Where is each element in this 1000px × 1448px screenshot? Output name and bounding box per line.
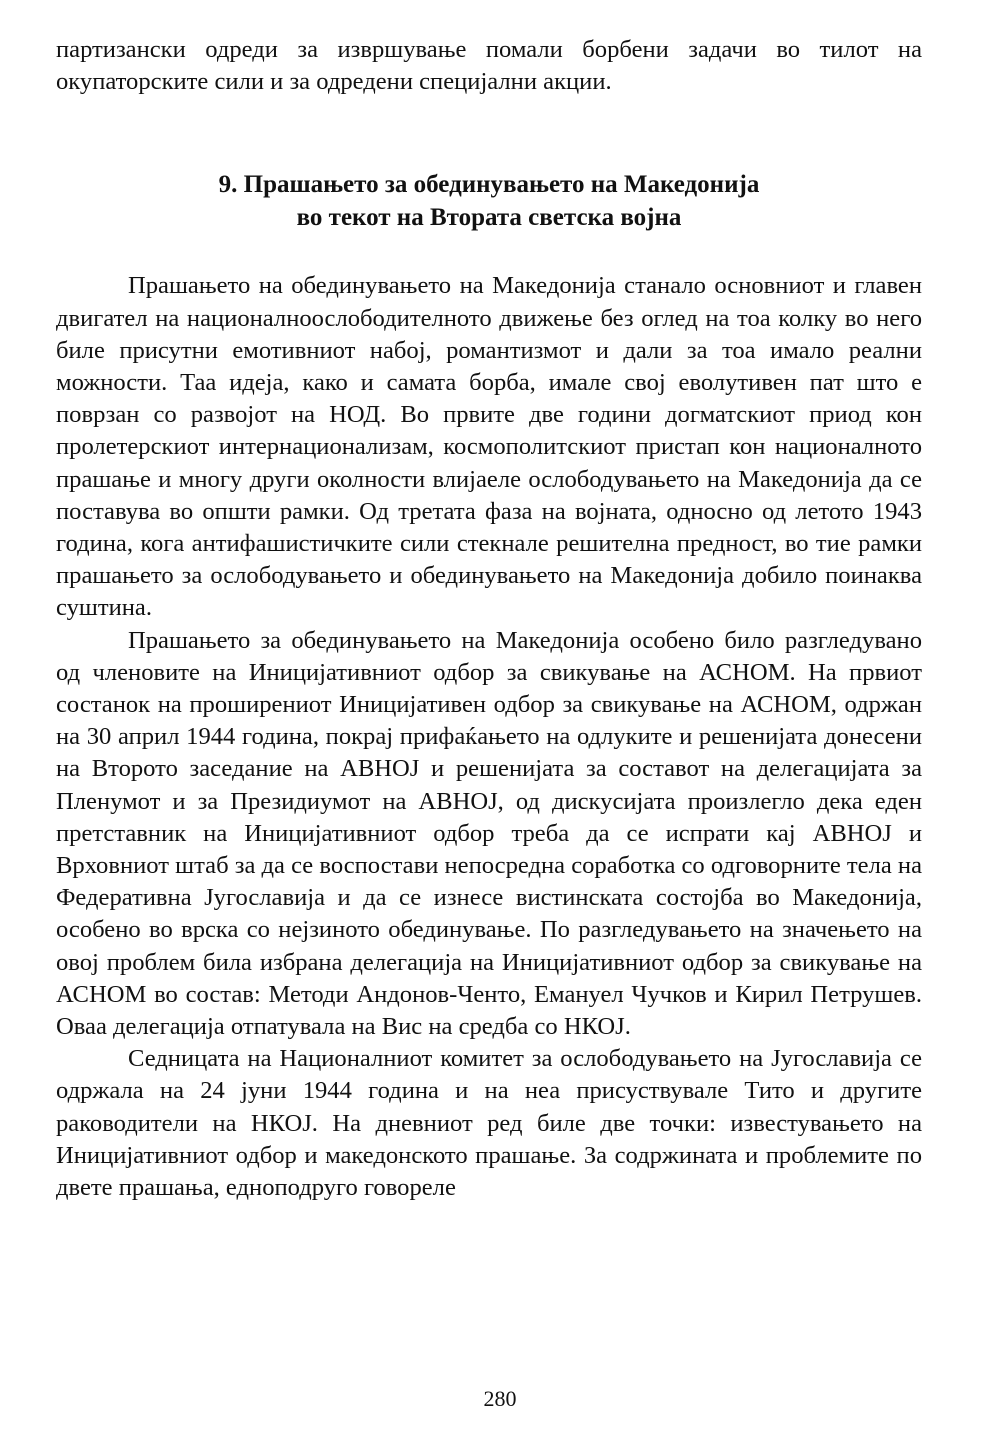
body-paragraph-2: Прашањето за обединувањето на Македонија особено било разгледувано од членовите на Иницијативниот одбор за свикување на АСНОМ. На првиот состанок на проширениот Иницијативен одбор за свикување на АСНОМ, одржан на 30 април 1944 година, покрај прифаќањето на одлуките и решенијата донесени на Второто заседание на АВНОЈ и решенијата за составот на делегацијата за Пленумот и за Президиумот на АВНОЈ, од дискусијата произлегло дека еден претставник на Иницијативниот одбор треба да се испрати кај АВНОЈ и Врховниот штаб за да се воспостави непосредна соработка со одговорните тела на Федеративна Југославија и да се изнесе вистинската состојба во Македонија, особено во врска со нејзиното обединување. По разгледувањето на значењето на овој проблем била избрана делегација на Иницијативниот одбор за свикување на АСНОМ во состав: Методи Андонов-Ченто, Емануел Чучков и Кирил Петрушев. Оваа делегација отпатувала на Вис на средба со НКОЈ. xyxy=(56,626,922,1041)
page-content xyxy=(56,34,922,1204)
section-heading-line-1: 9. Прашањето за обединувањето на Македонија xyxy=(218,171,760,199)
body-paragraph-1: Прашањето на обединувањето на Македонија станало основниот и главен двигател на националноослободителното движење без оглед на тоа колку во него биле присутни емотивниот набој, романтизмот и дали за тоа имало реални можности. Таа идеја, како и самата борба, имале свој еволутивен пат што е поврзан со развојот на НОД. Во првите две години догматскиот приод кон пролетерскиот интернационализам, космополитскиот пристап кон националното прашање и многу други околности влијаеле ослободувањето на Македонија да се поставува во општи рамки. Од третата фаза на војната, односно од летото 1943 година, кога антифашистичките сили стекнале решителна предност, во тие рамки прашањето за ослободувањето и обединувањето на Македонија добило поинаква суштина. xyxy=(56,272,922,622)
section-heading xyxy=(56,168,922,234)
section-heading-line-2: во текот на Втората светска војна xyxy=(296,204,682,232)
page-number: 280 xyxy=(483,1386,517,1411)
intro-paragraph: партизански одреди за извршување помали борбени задачи во тилот на окупаторските сили и за одредени специјални акции. xyxy=(56,36,922,96)
body-paragraph-3: Седницата на Националниот комитет за ослободувањето на Југославија се одржала на 24 јуни 1944 година и на неа присуствувале Тито и другите раководители на НКОЈ. На дневниот ред биле две точки: известувањето на Иницијативниот одбор и македонското прашање. За содржината и проблемите по двете прашања, едноподруго говореле xyxy=(56,1045,922,1202)
